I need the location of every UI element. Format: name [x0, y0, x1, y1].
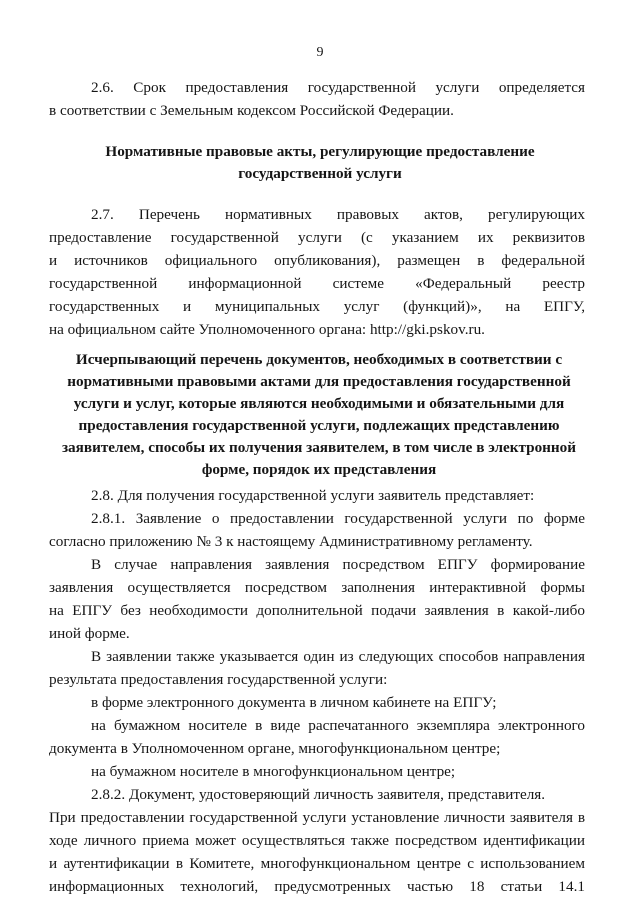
text-line: заявления осуществляется посредством заполнения интерактивной формы: [49, 579, 585, 596]
page-number: 9: [316, 45, 324, 60]
heading-line: заявителем, способы их получения заявителем, в том числе в электронной: [61, 439, 577, 456]
text-line: 2.8.2. Документ, удостоверяющий личность заявителя, представителя.: [91, 786, 546, 803]
text-line: на бумажном носителе в виде распечатанного экземпляра электронного: [91, 717, 585, 734]
heading-line: предоставления государственной услуги, подлежащих представлению: [78, 417, 560, 434]
text-line: на ЕПГУ без необходимости дополнительной подачи заявления в какой-либо: [49, 602, 585, 619]
text-line: государственной информационной системе «Федеральный реестр: [49, 275, 585, 292]
text-line: иной форме.: [49, 625, 130, 642]
text-line: 2.8. Для получения государственной услуги заявитель представляет:: [91, 487, 535, 504]
text-line: согласно приложению № 3 к настоящему Административному регламенту.: [49, 533, 533, 550]
heading-line: государственной услуги: [238, 165, 402, 182]
heading-line: нормативными правовыми актами для предоставления государственной: [67, 373, 571, 390]
text-line: 2.7. Перечень нормативных правовых актов, регулирующих: [91, 206, 585, 223]
text-line: В случае направления заявления посредством ЕПГУ формирование: [91, 556, 585, 573]
text-line: в форме электронного документа в личном кабинете на ЕПГУ;: [91, 694, 497, 711]
heading-line: Исчерпывающий перечень документов, необходимых в соответствии с: [75, 351, 563, 368]
section-heading-normative-acts: [60, 141, 580, 185]
text-line: в соответствии с Земельным кодексом Российской Федерации.: [49, 102, 454, 119]
text-line: 2.6. Срок предоставления государственной услуги определяется: [91, 79, 585, 96]
text-line: государственных и муниципальных услуг (функций)», на ЕПГУ,: [49, 298, 585, 315]
heading-line: форме, порядок их представления: [201, 461, 437, 478]
heading-line: Нормативные правовые акты, регулирующие предоставление: [105, 143, 535, 160]
text-line: и источников официального опубликования), размещен в федеральной: [49, 252, 585, 269]
text-line: документа в Уполномоченном органе, многофункциональном центре;: [49, 740, 501, 757]
text-line: предоставление государственной услуги (с указанием их реквизитов: [49, 229, 585, 246]
paragraph-2-8: [49, 484, 585, 898]
heading-line: услуги и услуг, которые являются необходимыми и обязательными для: [73, 395, 565, 412]
text-line: 2.8.1. Заявление о предоставлении государственной услуги по форме: [91, 510, 585, 527]
section-heading-documents-list: [54, 349, 584, 481]
text-line: информационных технологий, предусмотренных частью 18 статьи 14.1: [49, 878, 585, 895]
paragraph-2-7: [49, 203, 585, 341]
text-line: В заявлении также указывается один из следующих способов направления: [91, 648, 585, 665]
text-line: ходе личного приема может осуществляться также посредством идентификации: [49, 832, 585, 849]
text-line: на официальном сайте Уполномоченного органа: http://gki.pskov.ru.: [49, 321, 485, 338]
text-line: на бумажном носителе в многофункциональном центре;: [91, 763, 456, 780]
text-line: результата предоставления государственной услуги:: [49, 671, 388, 688]
text-line: и аутентификации в Комитете, многофункциональном центре с использованием: [49, 855, 585, 872]
paragraph-2-6: [49, 76, 585, 122]
text-line: При предоставлении государственной услуги установление личности заявителя в: [49, 809, 585, 826]
